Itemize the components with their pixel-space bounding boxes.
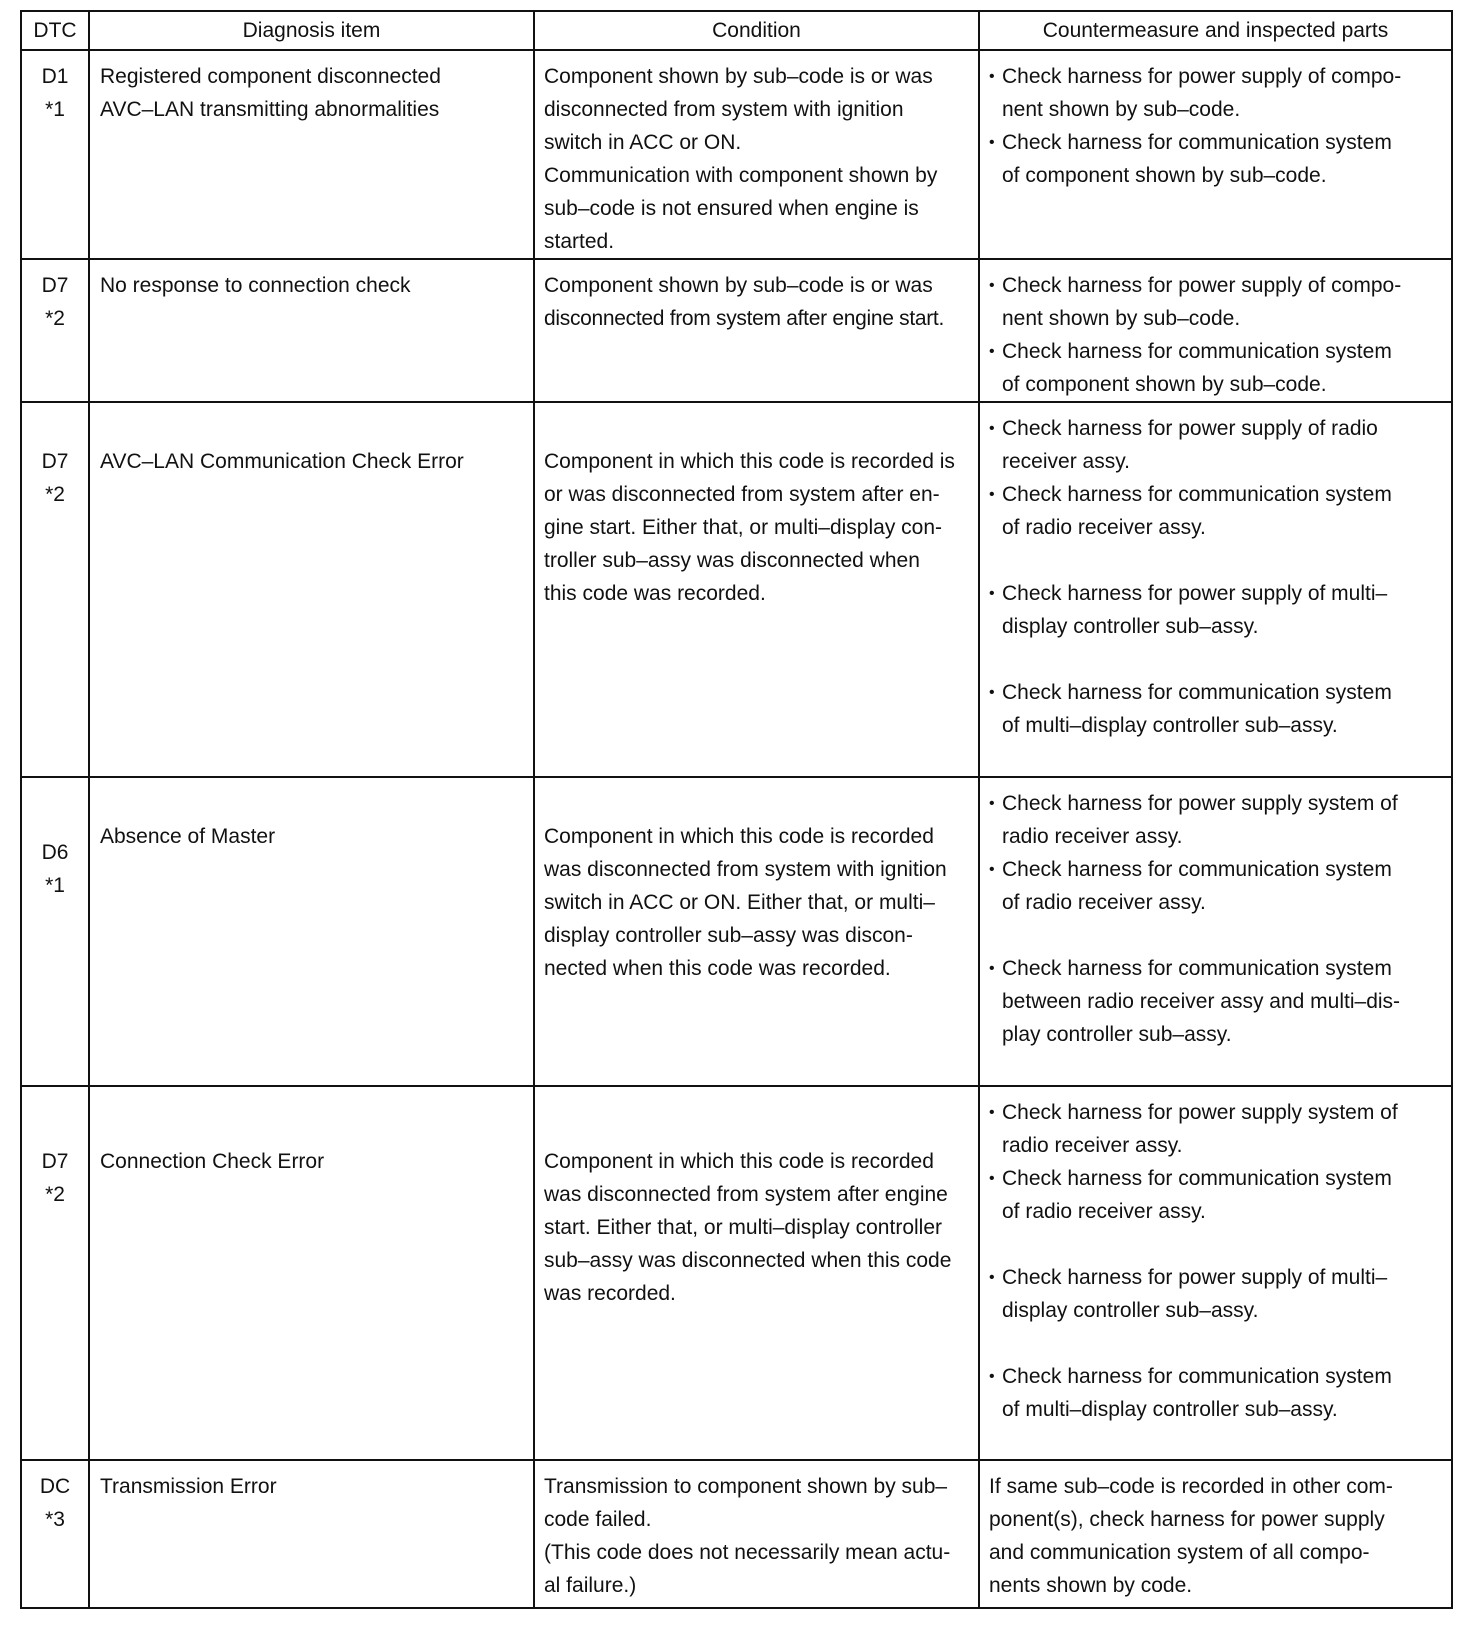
condition-cell: [534, 777, 979, 1086]
diagnosis-item-line: Registered component disconnected: [100, 65, 441, 88]
countermeasure-cell: [979, 777, 1452, 1086]
countermeasure-line: of multi–display controller sub–assy.: [1002, 1398, 1338, 1421]
countermeasure-item: [989, 335, 1441, 401]
dtc-cell: [21, 1086, 89, 1460]
dtc-note: *3: [45, 1508, 65, 1531]
condition-line: was disconnected from system with ignition: [544, 858, 947, 881]
countermeasure-cell: [979, 259, 1452, 402]
countermeasure-line: ponent(s), check harness for power supply: [989, 1508, 1385, 1531]
dtc-code: D1: [41, 65, 69, 88]
condition-line: code failed.: [544, 1508, 652, 1531]
diagnosis-item-line: Absence of Master: [100, 825, 276, 848]
dtc-code: D7: [41, 274, 69, 297]
condition-line: or was disconnected from system after en-: [544, 483, 940, 506]
countermeasure-line: • Check harness for power supply of multi–: [1002, 1266, 1388, 1289]
diagnosis-item-line: No response to connection check: [100, 274, 411, 297]
dtc-cell: [21, 777, 89, 1086]
countermeasure-line: display controller sub–assy.: [1002, 1299, 1259, 1322]
countermeasure-line: receiver assy.: [1002, 450, 1130, 473]
countermeasure-line: of component shown by sub–code.: [1002, 373, 1327, 396]
header-diagnosis-item: Diagnosis item: [89, 11, 534, 50]
condition-line: (This code does not necessarily mean actu-: [544, 1541, 951, 1564]
countermeasure-line: • Check harness for power supply of compo-: [1002, 274, 1402, 297]
condition-line: display controller sub–assy was discon-: [544, 924, 913, 947]
condition-line: Component in which this code is recorded: [544, 825, 934, 848]
dtc-note: *2: [45, 1183, 65, 1206]
countermeasure-item: [989, 952, 1441, 1051]
countermeasure-line: of multi–display controller sub–assy.: [1002, 714, 1338, 737]
condition-line: gine start. Either that, or multi–display con-: [544, 516, 943, 539]
countermeasure-line: • Check harness for communication system: [1002, 858, 1392, 881]
countermeasure-item: [989, 1261, 1441, 1327]
countermeasure-list: [989, 269, 1441, 401]
header-dtc: DTC: [21, 11, 89, 50]
countermeasure-item: [989, 1162, 1441, 1228]
countermeasure-item: [989, 412, 1441, 478]
condition-line: was recorded.: [544, 1282, 676, 1305]
countermeasure-item: [989, 60, 1441, 126]
condition-line: Component in which this code is recorded: [544, 1150, 934, 1173]
dtc-cell: [21, 259, 89, 402]
condition-cell: [534, 1086, 979, 1460]
dtc-code: D6: [41, 841, 69, 864]
dtc-note: *2: [45, 483, 65, 506]
condition-cell: [534, 402, 979, 777]
condition-line: Transmission to component shown by sub–: [544, 1475, 948, 1498]
table-row: [21, 50, 1452, 259]
dtc-code: D7: [41, 450, 69, 473]
countermeasure-line: • Check harness for communication system: [1002, 1167, 1392, 1190]
countermeasure-list: [989, 787, 1441, 1051]
table-row: [21, 1086, 1452, 1460]
countermeasure-line: • Check harness for power supply system of: [1002, 1101, 1398, 1124]
table-row: [21, 1460, 1452, 1608]
condition-line: sub–assy was disconnected when this code: [544, 1249, 952, 1272]
countermeasure-cell: [979, 50, 1452, 259]
condition-line: Component shown by sub–code is or was: [544, 274, 933, 297]
condition-line: disconnected from system after engine start.: [544, 307, 944, 330]
diagnosis-item-line: AVC–LAN Communication Check Error: [100, 450, 464, 473]
dtc-code: DC: [39, 1475, 71, 1498]
dtc-note: *2: [45, 307, 65, 330]
condition-line: switch in ACC or ON. Either that, or multi–: [544, 891, 935, 914]
condition-cell: [534, 1460, 979, 1608]
dtc-cell: [21, 50, 89, 259]
countermeasure-item: [989, 577, 1441, 643]
diagnosis-item-line: AVC–LAN transmitting abnormalities: [100, 98, 440, 121]
countermeasure-item: [989, 126, 1441, 192]
condition-line: Component shown by sub–code is or was: [544, 65, 933, 88]
countermeasure-list: [989, 60, 1441, 192]
countermeasure-item: [989, 1096, 1441, 1162]
diagnosis-item-cell: [89, 1460, 534, 1608]
diagnosis-item-cell: [89, 50, 534, 259]
countermeasure-line: radio receiver assy.: [1002, 1134, 1183, 1157]
countermeasure-line: • Check harness for communication system: [1002, 1365, 1392, 1388]
condition-line: al failure.): [544, 1574, 637, 1597]
dtc-cell: [21, 1460, 89, 1608]
countermeasure-line: • Check harness for communication system: [1002, 340, 1392, 363]
condition-line: started.: [544, 230, 615, 253]
countermeasure-line: of component shown by sub–code.: [1002, 164, 1327, 187]
countermeasure-line: • Check harness for communication system: [1002, 131, 1392, 154]
condition-cell: [534, 259, 979, 402]
countermeasure-line: • Check harness for power supply of compo-: [1002, 65, 1402, 88]
condition-line: Component in which this code is recorded is: [544, 450, 955, 473]
table-row: [21, 402, 1452, 777]
header-condition: Condition: [534, 11, 979, 50]
countermeasure-line: display controller sub–assy.: [1002, 615, 1259, 638]
countermeasure-line: of radio receiver assy.: [1002, 1200, 1206, 1223]
countermeasure-cell: [979, 402, 1452, 777]
condition-line: start. Either that, or multi–display controller: [544, 1216, 942, 1239]
countermeasure-line: radio receiver assy.: [1002, 825, 1183, 848]
countermeasure-line: nent shown by sub–code.: [1002, 98, 1241, 121]
countermeasure-line: • Check harness for communication system: [1002, 483, 1392, 506]
table-row: [21, 259, 1452, 402]
countermeasure-cell: [979, 1460, 1452, 1608]
countermeasure-item: [989, 787, 1441, 853]
countermeasure-line: • Check harness for power supply of radio: [1002, 417, 1378, 440]
dtc-note: *1: [45, 98, 65, 121]
diagnosis-item-line: Connection Check Error: [100, 1150, 325, 1173]
diagnosis-item-cell: [89, 259, 534, 402]
dtc-table: [20, 10, 1453, 1609]
diagnosis-item-cell: [89, 777, 534, 1086]
countermeasure-line: and communication system of all compo-: [989, 1541, 1370, 1564]
header-row: [21, 11, 1452, 50]
diagnosis-item-cell: [89, 402, 534, 777]
countermeasure-line: of radio receiver assy.: [1002, 516, 1206, 539]
header-countermeasure: Countermeasure and inspected parts: [979, 11, 1452, 50]
countermeasure-line: • Check harness for power supply of multi–: [1002, 582, 1388, 605]
condition-line: nected when this code was recorded.: [544, 957, 891, 980]
condition-cell: [534, 50, 979, 259]
condition-line: this code was recorded.: [544, 582, 766, 605]
countermeasure-line: nents shown by code.: [989, 1574, 1193, 1597]
countermeasure-line: nent shown by sub–code.: [1002, 307, 1241, 330]
condition-line: Communication with component shown by: [544, 164, 938, 187]
countermeasure-line: between radio receiver assy and multi–dis-: [1002, 990, 1401, 1013]
condition-line: switch in ACC or ON.: [544, 131, 742, 154]
countermeasure-line: • Check harness for communication system: [1002, 681, 1392, 704]
countermeasure-line: of radio receiver assy.: [1002, 891, 1206, 914]
countermeasure-item: [989, 676, 1441, 742]
countermeasure-item: [989, 1360, 1441, 1426]
condition-line: was disconnected from system after engine: [544, 1183, 948, 1206]
condition-line: troller sub–assy was disconnected when: [544, 549, 920, 572]
diagnosis-item-cell: [89, 1086, 534, 1460]
countermeasure-list: [989, 1096, 1441, 1426]
dtc-note: *1: [45, 874, 65, 897]
countermeasure-line: If same sub–code is recorded in other com-: [989, 1475, 1393, 1498]
condition-line: disconnected from system with ignition: [544, 98, 904, 121]
diagnosis-item-line: Transmission Error: [100, 1475, 277, 1498]
table-row: [21, 777, 1452, 1086]
countermeasure-item: [989, 269, 1441, 335]
countermeasure-line: • Check harness for communication system: [1002, 957, 1392, 980]
countermeasure-item: [989, 853, 1441, 919]
countermeasure-cell: [979, 1086, 1452, 1460]
countermeasure-item: [989, 478, 1441, 544]
dtc-code: D7: [41, 1150, 69, 1173]
dtc-cell: [21, 402, 89, 777]
countermeasure-line: play controller sub–assy.: [1002, 1023, 1232, 1046]
countermeasure-list: [989, 412, 1441, 742]
countermeasure-line: • Check harness for power supply system of: [1002, 792, 1398, 815]
condition-line: sub–code is not ensured when engine is: [544, 197, 919, 220]
